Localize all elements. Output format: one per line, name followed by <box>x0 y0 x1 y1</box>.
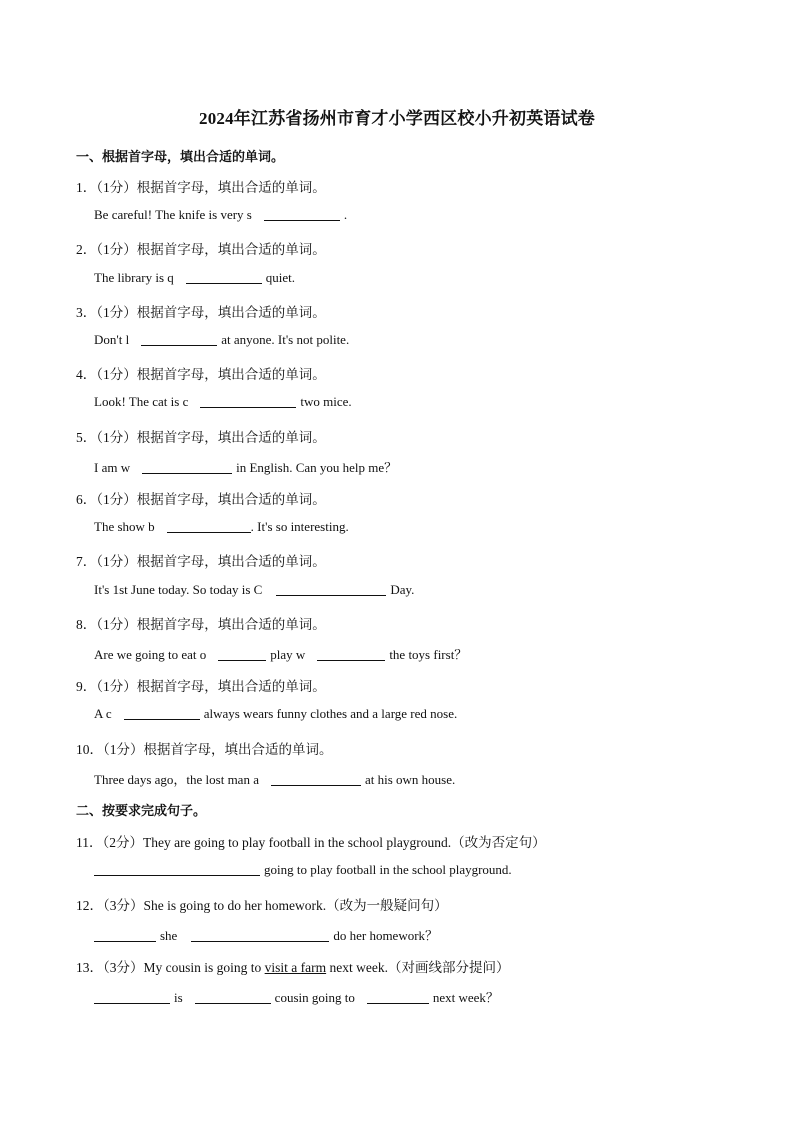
answer-blank[interactable] <box>276 583 386 596</box>
sentence-text: cousin going to <box>274 990 355 1005</box>
sentence-text: in English. Can you help me？ <box>236 460 398 475</box>
answer-blank[interactable] <box>141 333 217 346</box>
question-5-label: 5．（1分）根据首字母，填出合适的单词。 <box>76 430 326 445</box>
answer-blank[interactable] <box>195 991 271 1004</box>
sentence-text: at his own house. <box>364 772 456 787</box>
sentence-text: Are we going to eat o <box>94 647 207 662</box>
question-10-label: 10．（1分）根据首字母，填出合适的单词。 <box>76 742 333 757</box>
label-text: next week.（对画线部分提问） <box>326 960 510 975</box>
question-11-label: 11．（2分）They are going to play football in the school playground.（改为否定句） <box>76 835 546 850</box>
answer-blank[interactable] <box>94 863 260 876</box>
section-heading-2: 二、按要求完成句子。 <box>76 803 207 818</box>
sentence-text: It's 1st June today. So today is C <box>94 582 263 597</box>
question-6-label: 6．（1分）根据首字母，填出合适的单词。 <box>76 492 326 507</box>
answer-blank[interactable] <box>142 461 232 474</box>
sentence-text: she <box>160 928 178 943</box>
sentence-text: Don't l <box>94 332 130 347</box>
sentence-text: two mice. <box>300 394 352 409</box>
question-4-sentence <box>94 394 352 410</box>
sentence-text: I am w <box>94 460 131 475</box>
question-9-sentence <box>94 706 457 722</box>
sentence-text: Be careful! The knife is very s <box>94 207 252 222</box>
question-1-label: 1．（1分）根据首字母，填出合适的单词。 <box>76 180 326 195</box>
sentence-text: is <box>174 990 183 1005</box>
sentence-text: going to play football in the school playground. <box>264 862 512 877</box>
sentence-text: The library is q <box>94 270 174 285</box>
question-5-sentence <box>94 457 397 476</box>
question-2-sentence <box>94 270 295 286</box>
sentence-text: always wears funny clothes and a large red nose. <box>203 706 458 721</box>
question-8-label: 8．（1分）根据首字母，填出合适的单词。 <box>76 617 326 632</box>
question-11-sentence <box>94 862 512 878</box>
underlined-phrase: visit a farm <box>264 960 327 975</box>
question-13-label <box>76 956 509 976</box>
sentence-text: quiet. <box>265 270 296 285</box>
sentence-text: The show b <box>94 519 155 534</box>
question-8-sentence <box>94 644 467 663</box>
question-6-sentence <box>94 519 349 535</box>
answer-blank[interactable] <box>200 395 296 408</box>
question-3-sentence <box>94 332 349 348</box>
answer-blank[interactable] <box>218 648 266 661</box>
question-9-label: 9．（1分）根据首字母，填出合适的单词。 <box>76 679 326 694</box>
question-12-label: 12．（3分）She is going to do her homework.（改为一般疑问句） <box>76 898 448 913</box>
question-3-label: 3．（1分）根据首字母，填出合适的单词。 <box>76 305 326 320</box>
question-7-sentence <box>94 582 414 598</box>
sentence-text: . It's so interesting. <box>250 519 349 534</box>
answer-blank[interactable] <box>124 707 200 720</box>
answer-blank[interactable] <box>94 991 170 1004</box>
question-7-label: 7．（1分）根据首字母，填出合适的单词。 <box>76 554 326 569</box>
sentence-text: the toys first？ <box>389 647 468 662</box>
page-title: 2024年江苏省扬州市育才小学西区校小升初英语试卷 <box>199 109 595 128</box>
question-2-label: 2．（1分）根据首字母，填出合适的单词。 <box>76 242 326 257</box>
section-heading-1: 一、根据首字母，填出合适的单词。 <box>76 149 285 164</box>
answer-blank[interactable] <box>186 271 262 284</box>
question-4-label: 4．（1分）根据首字母，填出合适的单词。 <box>76 367 326 382</box>
sentence-text: Look! The cat is c <box>94 394 189 409</box>
sentence-text: Three days ago，the lost man a <box>94 772 259 787</box>
answer-blank[interactable] <box>317 648 385 661</box>
sentence-text: . <box>343 207 348 222</box>
answer-blank[interactable] <box>264 208 340 221</box>
sentence-text: do her homework？ <box>333 928 439 943</box>
sentence-text: A c <box>94 706 112 721</box>
answer-blank[interactable] <box>367 991 429 1004</box>
question-10-sentence <box>94 769 455 788</box>
sentence-text: play w <box>270 647 306 662</box>
sentence-text: next week？ <box>432 990 499 1005</box>
answer-blank[interactable] <box>94 929 156 942</box>
question-1-sentence <box>94 207 347 223</box>
answer-blank[interactable] <box>191 929 329 942</box>
sentence-text: Day. <box>390 582 415 597</box>
answer-blank[interactable] <box>271 773 361 786</box>
answer-blank[interactable] <box>167 520 251 533</box>
question-12-sentence <box>94 925 438 944</box>
label-text: 13．（3分）My cousin is going to <box>76 960 265 975</box>
sentence-text: at anyone. It's not polite. <box>221 332 350 347</box>
question-13-sentence <box>94 987 499 1006</box>
